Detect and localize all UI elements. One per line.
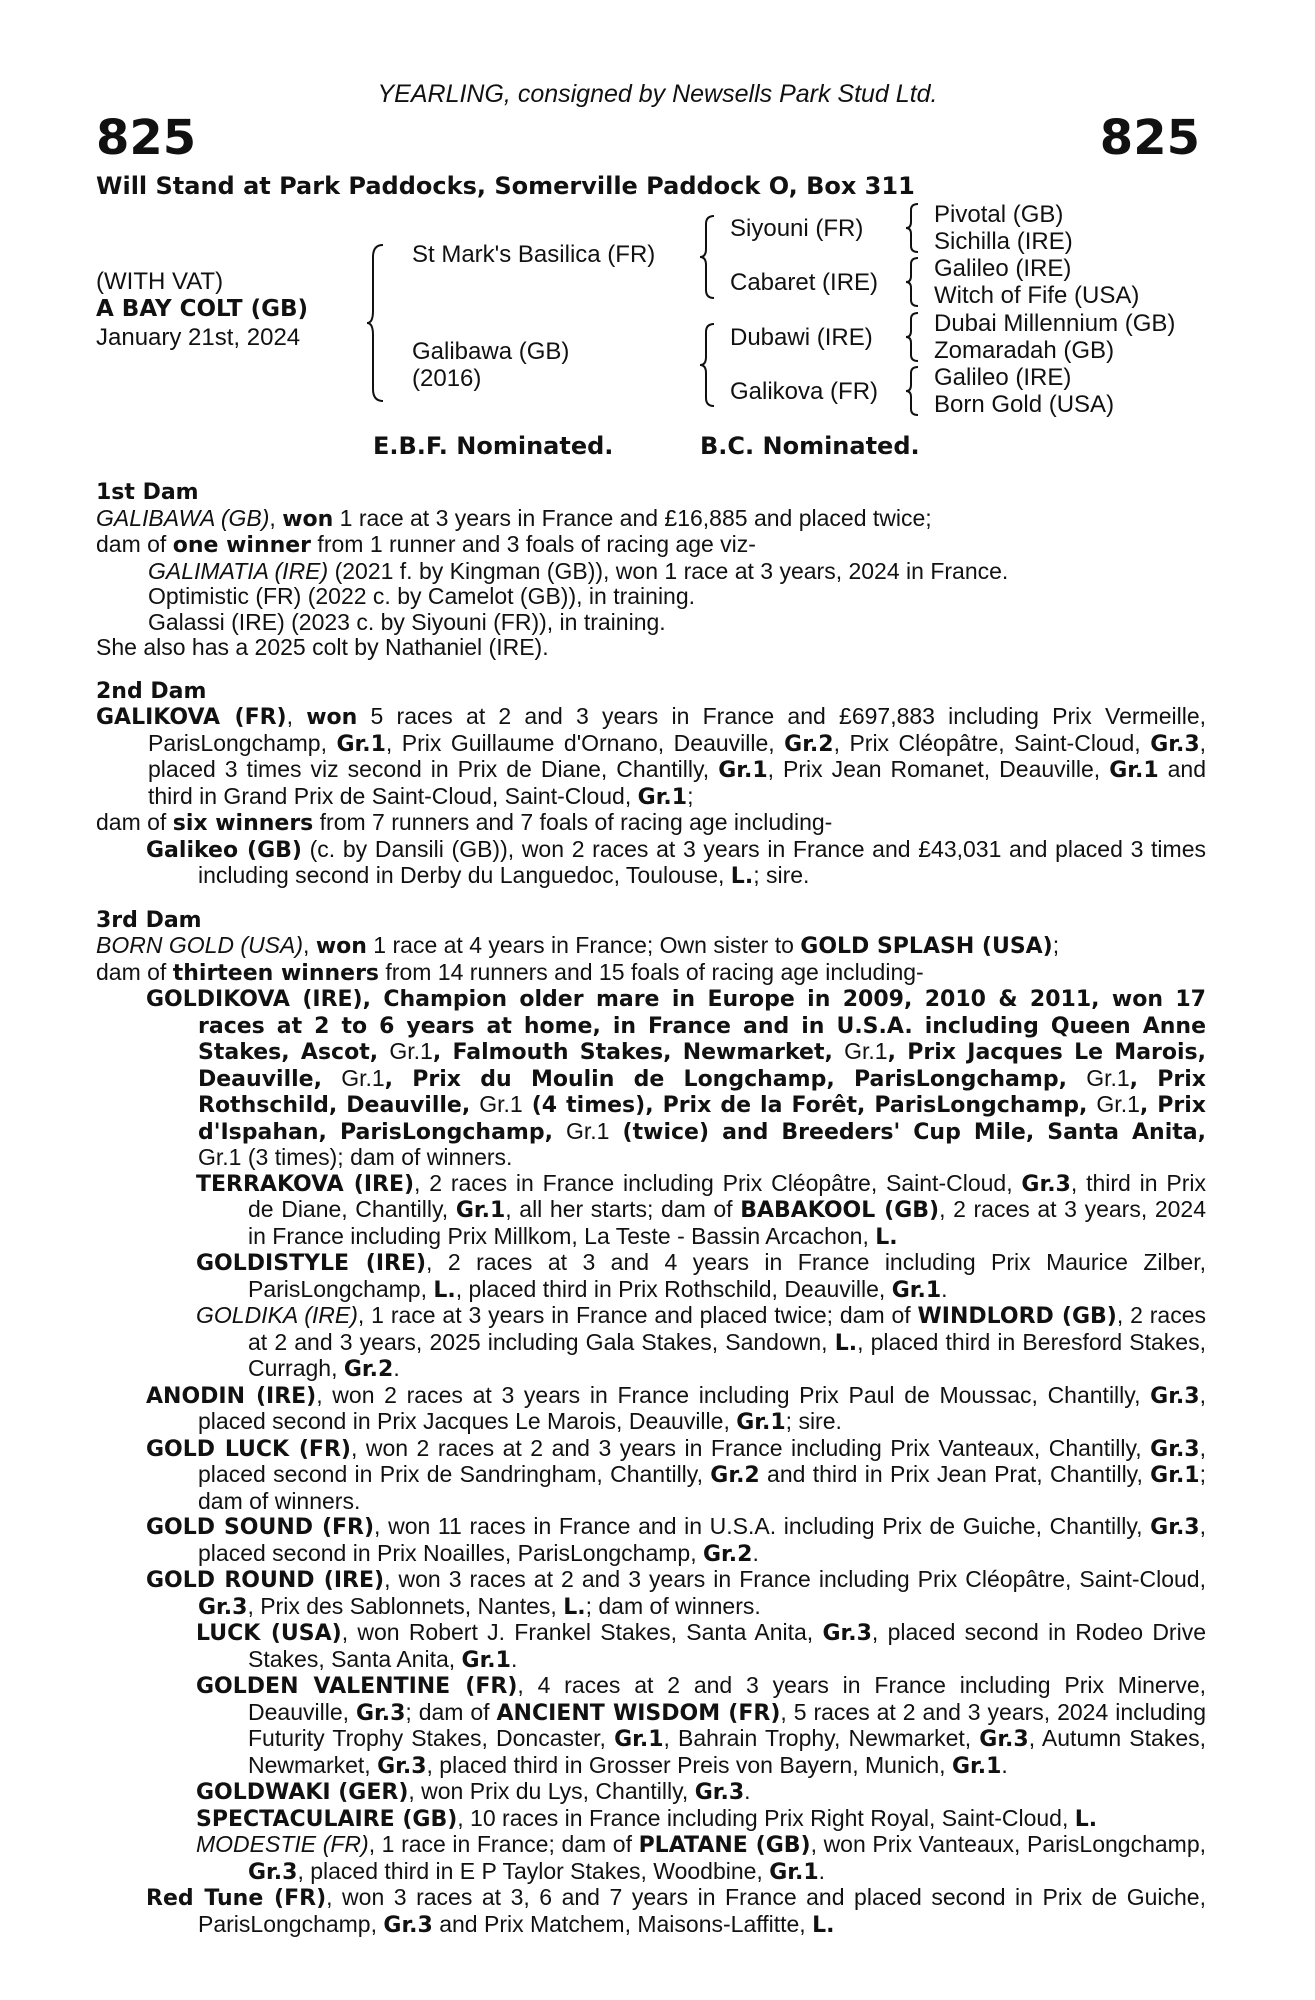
ds-dam: Zomaradah (GB) [934, 337, 1115, 364]
second-dam-produce: dam of six winners from 7 runners and 7 foals of racing age including- [96, 809, 833, 836]
first-dam-produce: dam of one winner from 1 runner and 3 foals of racing age viz- [96, 531, 756, 558]
entry-goldwaki: GOLDWAKI (GER), won Prix du Lys, Chantilly, Gr.3. [196, 1778, 751, 1805]
ds-sire: Dubai Millennium (GB) [934, 310, 1176, 337]
dam-dam: Galikova (FR) [730, 378, 879, 405]
offspring-galassi: Galassi (IRE) (2023 c. by Siyouni (FR)), in training. [148, 608, 666, 635]
lot-number-right: 825 [1099, 110, 1200, 166]
entry-spectaculaire: SPECTACULAIRE (GB), 10 races in France including Prix Right Royal, Saint-Cloud, L. [196, 1804, 1098, 1832]
ss-dam: Sichilla (IRE) [934, 228, 1073, 255]
entry-red-tune: Red Tune (FR), won 3 races at 3, 6 and 7 years in France and placed second in Prix de Guiche, ParisLongchamp, Gr.3 and Prix Matchem, Maisons-Laffitte, L. [146, 1884, 1206, 1938]
second-dam-heading: 2nd Dam [96, 678, 207, 704]
sire-sire: Siyouni (FR) [730, 215, 864, 242]
bc-nomination: B.C. Nominated. [700, 432, 920, 460]
entry-gold-sound: GOLD SOUND (FR), won 11 races in France and in U.S.A. including Prix de Guiche, Chantilly, Gr.3, placed second in Prix Noailles, ParisLongchamp, Gr.2. [146, 1513, 1206, 1567]
entry-modestie: MODESTIE (FR), 1 race in France; dam of PLATANE (GB), won Prix Vanteaux, ParisLongchamp, Gr.3, placed third in E P Taylor Stakes, Woodbine, Gr.1. [196, 1831, 1207, 1885]
lot-number-left: 825 [96, 110, 197, 166]
brace-sd [906, 256, 920, 308]
second-dam-record: GALIKOVA (FR), won 5 races at 2 and 3 years in France and £697,883 including Prix Vermeille, ParisLongchamp, Gr.1, Prix Guillaume d'Ornano, Deauville, Gr.2, Prix Cléopâtre, Saint-Cloud, Gr.3, placed 3 times viz second in Prix de Diane, Chantilly, Gr.1, Prix Jean Romanet, Deauville, Gr.1 and third in Grand Prix de Saint-Cloud, Saint-Cloud, Gr.1; [96, 703, 1207, 810]
entry-goldistyle: GOLDISTYLE (IRE), 2 races at 3 and 4 years in France including Prix Maurice Zilber, ParisLongchamp, L., placed third in Prix Rothschild, Deauville, Gr.1. [196, 1249, 1206, 1303]
third-dam-produce: dam of thirteen winners from 14 runners and 15 foals of racing age including- [96, 958, 924, 986]
entry-anodin: ANODIN (IRE), won 2 races at 3 years in France including Prix Paul de Moussac, Chantilly, Gr.3, placed second in Prix Jacques Le Marois, Deauville, Gr.1; sire. [146, 1381, 1206, 1435]
vat-note: (WITH VAT) [96, 268, 224, 295]
offspring-optimistic: Optimistic (FR) (2022 c. by Camelot (GB)), in training. [148, 583, 696, 609]
sd-dam: Witch of Fife (USA) [934, 282, 1140, 309]
entry-golden-valentine: GOLDEN VALENTINE (FR), 4 races at 2 and 3 years in France including Prix Minerve, Deauville, Gr.3; dam of ANCIENT WISDOM (FR), 5 races at 2 and 3 years, 2024 including Futurity Trophy Stakes, Doncaster, Gr.1, Bahrain Trophy, Newmarket, Gr.3, Autumn Stakes, Newmarket, Gr.3, placed third in Grosser Preis von Bayern, Munich, Gr.1. [196, 1672, 1206, 1779]
entry-goldika: GOLDIKA (IRE), 1 race at 3 years in France and placed twice; dam of WINDLORD (GB), 2 races at 2 and 3 years, 2025 including Gala Stakes, Sandown, L., placed third in Beresford Stakes, Curragh, Gr.2. [196, 1302, 1206, 1382]
third-dam-heading: 3rd Dam [96, 907, 202, 933]
horse-name: A BAY COLT (GB) [96, 296, 309, 322]
offspring-galimatia: GALIMATIA (IRE) (2021 f. by Kingman (GB)), won 1 race at 3 years, 2024 in France. [148, 557, 1009, 584]
brace-ds [906, 311, 920, 363]
first-dam-record: GALIBAWA (GB), won 1 race at 3 years in France and £16,885 and placed twice; [96, 504, 932, 532]
offspring-2025-colt: She also has a 2025 colt by Nathaniel (IRE). [96, 634, 549, 660]
brace-ss [906, 202, 920, 254]
sire: St Mark's Basilica (FR) [412, 241, 656, 268]
ss-sire: Pivotal (GB) [934, 201, 1064, 228]
sire-dam: Cabaret (IRE) [730, 269, 879, 296]
dd-sire: Galileo (IRE) [934, 364, 1072, 391]
pedigree-notes [96, 480, 1206, 1938]
entry-goldikova: GOLDIKOVA (IRE), Champion older mare in Europe in 2009, 2010 & 2011, won 17 races at 2 to 6 years at home, in France and in U.S.A. including Queen Anne Stakes, Ascot, Gr.1, Falmouth Stakes, Newmarket, Gr.1, Prix Jacques Le Marois, Deauville, Gr.1, Prix du Moulin de Longchamp, ParisLongchamp, Gr.1, Prix Rothschild, Deauville, Gr.1 (4 times), Prix de la Forêt, ParisLongchamp, Gr.1, Prix d'Ispahan, ParisLongchamp, Gr.1 (twice) and Breeders' Cup Mile, Santa Anita, Gr.1 (3 times); dam of winners. [146, 987, 1206, 1170]
brace-dam [700, 322, 716, 408]
entry-luck: LUCK (USA), won Robert J. Frankel Stakes, Santa Anita, Gr.3, placed second in Rodeo Drive Stakes, Santa Anita, Gr.1. [196, 1619, 1206, 1673]
sd-sire: Galileo (IRE) [934, 255, 1072, 282]
entry-gold-round: GOLD ROUND (IRE), won 3 races at 2 and 3 years in France including Prix Cléopâtre, Saint-Cloud, Gr.3, Prix des Sablonnets, Nantes, L.; dam of winners. [146, 1566, 1206, 1620]
stand-location: Will Stand at Park Paddocks, Somerville Paddock O, Box 311 [96, 172, 915, 200]
dam: Galibawa (GB) [412, 338, 570, 365]
offspring-galikeo: Galikeo (GB) (c. by Dansili (GB)), won 2 races at 3 years in France and £43,031 and placed 3 times including second in Derby du Languedoc, Toulouse, L.; sire. [146, 835, 1206, 889]
ebf-nomination: E.B.F. Nominated. [373, 432, 614, 460]
first-dam-heading: 1st Dam [96, 480, 199, 505]
entry-gold-luck: GOLD LUCK (FR), won 2 races at 2 and 3 years in France including Prix Vanteaux, Chantilly, Gr.3, placed second in Prix de Sandringham, Chantilly, Gr.2 and third in Prix Jean Prat, Chantilly, Gr.1; dam of winners. [146, 1434, 1206, 1514]
entry-terrakova: TERRAKOVA (IRE), 2 races in France including Prix Cléopâtre, Saint-Cloud, Gr.3, third in Prix de Diane, Chantilly, Gr.1, all her starts; dam of BABAKOOL (GB), 2 races at 3 years, 2024 in France including Prix Millkom, La Teste - Bassin Arcachon, L. [196, 1169, 1207, 1250]
brace-main [367, 243, 387, 403]
dam-year: (2016) [412, 365, 482, 392]
horse-dob: January 21st, 2024 [96, 324, 301, 351]
dd-dam: Born Gold (USA) [934, 391, 1115, 418]
third-dam-record: BORN GOLD (USA), won 1 race at 4 years in France; Own sister to GOLD SPLASH (USA); [96, 932, 1060, 959]
consignor-line: YEARLING, consigned by Newsells Park Stud Ltd. [377, 80, 938, 108]
dam-sire: Dubawi (IRE) [730, 324, 873, 351]
brace-dd [906, 365, 920, 417]
brace-sire [700, 214, 716, 300]
